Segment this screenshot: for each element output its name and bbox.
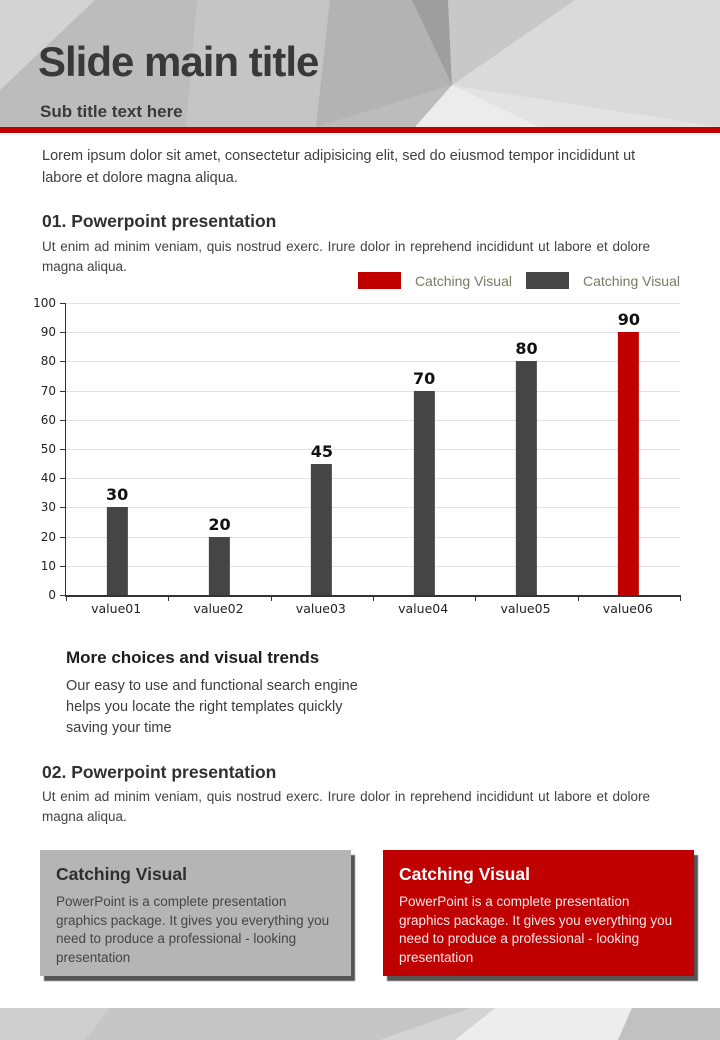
y-axis-label: 10 xyxy=(40,558,56,573)
bar-value-label: 45 xyxy=(310,441,333,461)
bar-slot-value03 xyxy=(310,441,333,595)
slide-main-title: Slide main title xyxy=(38,38,319,85)
bar-chart xyxy=(25,297,681,622)
gridline xyxy=(66,303,680,304)
x-axis-tick xyxy=(373,595,374,601)
legend-item xyxy=(526,272,680,289)
bar-value02 xyxy=(209,537,230,595)
y-axis-label: 80 xyxy=(40,354,56,369)
gridline xyxy=(66,391,680,392)
x-axis-tick xyxy=(271,595,272,601)
bar-slot-value01 xyxy=(106,487,128,595)
y-axis-label: 70 xyxy=(40,383,56,398)
bar-value03 xyxy=(311,464,332,595)
y-axis-tick xyxy=(60,420,66,421)
bar-slot-value05 xyxy=(515,341,537,595)
y-axis-label: 90 xyxy=(40,325,56,340)
y-axis-label: 60 xyxy=(40,412,56,427)
x-axis-tick xyxy=(578,595,579,601)
chart-plot-area xyxy=(33,296,680,602)
legend-swatch xyxy=(526,272,569,289)
legend-swatch xyxy=(358,272,401,289)
legend-label: Catching Visual xyxy=(414,272,512,289)
y-axis-label: 0 xyxy=(48,588,56,602)
bar-slot-value04 xyxy=(413,368,436,595)
y-axis-label: 20 xyxy=(40,529,56,544)
x-axis-category-label: value04 xyxy=(398,601,449,616)
y-axis-tick xyxy=(60,537,66,538)
y-axis-tick xyxy=(60,361,66,362)
card-title: Catching Visual xyxy=(56,864,187,884)
y-axis-tick xyxy=(60,391,66,392)
y-axis-label: 30 xyxy=(40,500,56,515)
chart-legend xyxy=(358,272,680,289)
x-axis-category-label: value01 xyxy=(91,601,142,616)
callout-body: Our easy to use and functional search engine helps you locate the right templates quickly saving your time xyxy=(66,678,358,737)
y-axis-label: 100 xyxy=(33,296,56,310)
callout-title: More choices and visual trends xyxy=(66,648,320,667)
gridline xyxy=(66,420,680,421)
bar-value04 xyxy=(414,391,435,595)
x-axis-tick xyxy=(475,595,476,601)
y-axis-tick xyxy=(60,303,66,304)
gridline xyxy=(66,449,680,450)
y-axis-tick xyxy=(60,449,66,450)
gridline xyxy=(66,507,680,508)
slide-footer xyxy=(0,1008,720,1040)
bar-value05 xyxy=(516,361,537,595)
legend-label: Catching Visual xyxy=(582,272,680,289)
bar-value01 xyxy=(107,507,128,595)
bar-slot-value02 xyxy=(208,514,231,595)
section-02-body: Ut enim ad minim veniam, quis nostrud exerc. Irure dolor in reprehend incididunt ut labore et dolore magna aliqua. xyxy=(42,789,650,825)
y-axis-label: 50 xyxy=(40,442,56,456)
gridline xyxy=(66,537,680,538)
gridline xyxy=(66,478,680,479)
bar-value-label: 80 xyxy=(515,339,538,359)
x-axis-category-label: value03 xyxy=(295,601,346,616)
x-axis-category-label: value05 xyxy=(500,601,551,616)
footer-polygon-background xyxy=(0,1008,720,1040)
gridline xyxy=(66,566,680,567)
gridline xyxy=(66,332,680,333)
section-02-title: 02. Powerpoint presentation xyxy=(42,762,277,782)
section-01-body: Ut enim ad minim veniam, quis nostrud exerc. Irure dolor in reprehend incididunt ut labore et dolore magna aliqua. xyxy=(42,239,650,275)
gridline xyxy=(66,361,680,362)
x-axis-tick xyxy=(66,595,67,601)
bar-value-label: 30 xyxy=(106,485,129,505)
bar-value-label: 70 xyxy=(413,368,436,388)
card-body: PowerPoint is a complete presentation graphics package. It gives you everything you need to produce a professional - looking presentation xyxy=(56,894,330,965)
bar-slot-value06 xyxy=(618,312,640,595)
bar-value-label: 20 xyxy=(208,514,231,534)
slide-header xyxy=(0,0,720,127)
x-axis-category-label: value06 xyxy=(602,601,653,616)
intro-paragraph: Lorem ipsum dolor sit amet, consectetur adipisicing elit, sed do eiusmod tempor incididunt ut labore et dolore magna aliqua. xyxy=(42,148,636,187)
bar-value06 xyxy=(618,332,639,595)
card-catching-visual-red xyxy=(383,850,694,976)
card-title: Catching Visual xyxy=(399,864,530,884)
y-axis-tick xyxy=(60,507,66,508)
header-red-divider xyxy=(0,127,720,133)
slide-subtitle: Sub title text here xyxy=(40,102,183,121)
card-body: PowerPoint is a complete presentation graphics package. It gives you everything you need to produce a professional - looking presentation xyxy=(399,894,673,965)
y-axis-tick xyxy=(60,332,66,333)
bar-value-label: 90 xyxy=(617,310,640,330)
x-axis-category-label: value02 xyxy=(193,601,244,616)
legend-item xyxy=(358,272,512,289)
y-axis-label: 40 xyxy=(40,471,56,486)
section-01-title: 01. Powerpoint presentation xyxy=(42,211,277,231)
x-axis-tick xyxy=(680,595,681,601)
y-axis-tick xyxy=(60,566,66,567)
card-catching-visual-gray xyxy=(40,850,351,976)
y-axis-tick xyxy=(60,478,66,479)
x-axis-tick xyxy=(168,595,169,601)
